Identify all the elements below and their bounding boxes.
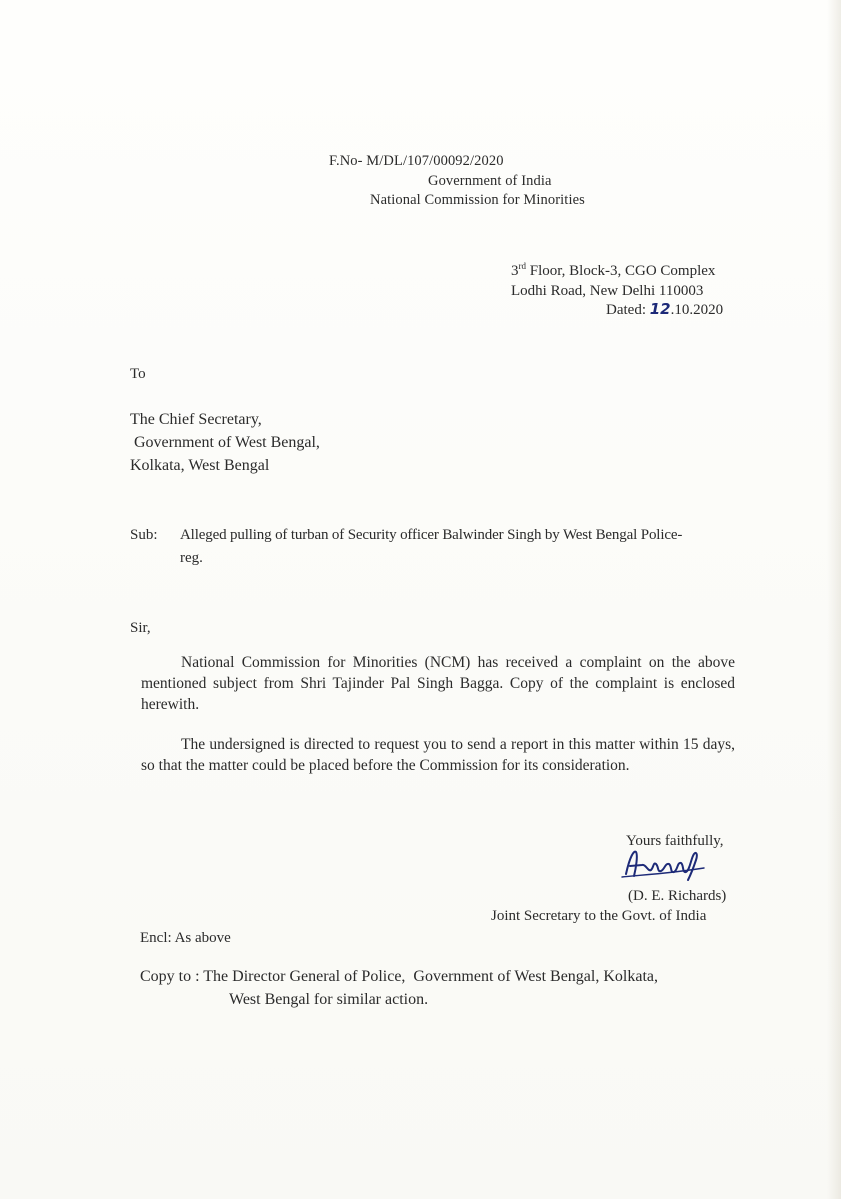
body-paragraph-2: The undersigned is directed to request you to send a report in this matter within 15 days, so that the matter could be placed before the Commission for its consideration. [141,736,735,774]
signatory-name: (D. E. Richards) [628,888,727,904]
subject-text-line-1: Alleged pulling of turban of Security officer Balwinder Singh by West Bengal Police- [180,527,683,543]
dated-rest: .10.2020 [670,302,724,318]
salutation: Sir, [130,620,151,636]
copy-to-line-2: West Bengal for similar action. [229,991,429,1008]
address-line-1 [511,262,715,281]
dated-handwritten-day: 12 [649,300,671,318]
file-number: F.No- M/DL/107/00092/2020 [329,153,504,169]
handwritten-signature [620,846,710,882]
subject-label: Sub: [130,527,158,543]
body-paragraph-1: National Commission for Minorities (NCM) has received a complaint on the above mentioned subject from Shri Tajinder Pal Singh Bagga. Copy of the complaint is enclosed herewith. [141,654,735,713]
dated-label: Dated: [606,302,650,318]
floor-number: 3 [511,263,519,279]
enclosure-note: Encl: As above [140,930,231,946]
address-line-2: Lodhi Road, New Delhi 110003 [511,283,704,299]
address-line-1-text: Floor, Block-3, CGO Complex [526,263,716,279]
copy-to-text-1: The Director General of Police, Government of West Bengal, Kolkata, [203,968,658,985]
org-commission: National Commission for Minorities [370,192,585,208]
closing: Yours faithfully, [626,833,724,849]
dated-line [606,300,723,320]
org-government: Government of India [428,173,552,189]
signatory-designation: Joint Secretary to the Govt. of India [491,908,707,924]
recipient-line-2: Government of West Bengal, [134,434,320,451]
recipient-line-1: The Chief Secretary, [130,411,262,428]
subject-text-line-2: reg. [180,550,203,566]
copy-to-label: Copy to : [140,968,204,985]
to-label: To [130,366,146,382]
page-edge-shadow [827,0,841,1199]
floor-suffix: rd [518,261,526,271]
copy-to-line-1 [140,966,658,987]
recipient-line-3: Kolkata, West Bengal [130,457,270,474]
